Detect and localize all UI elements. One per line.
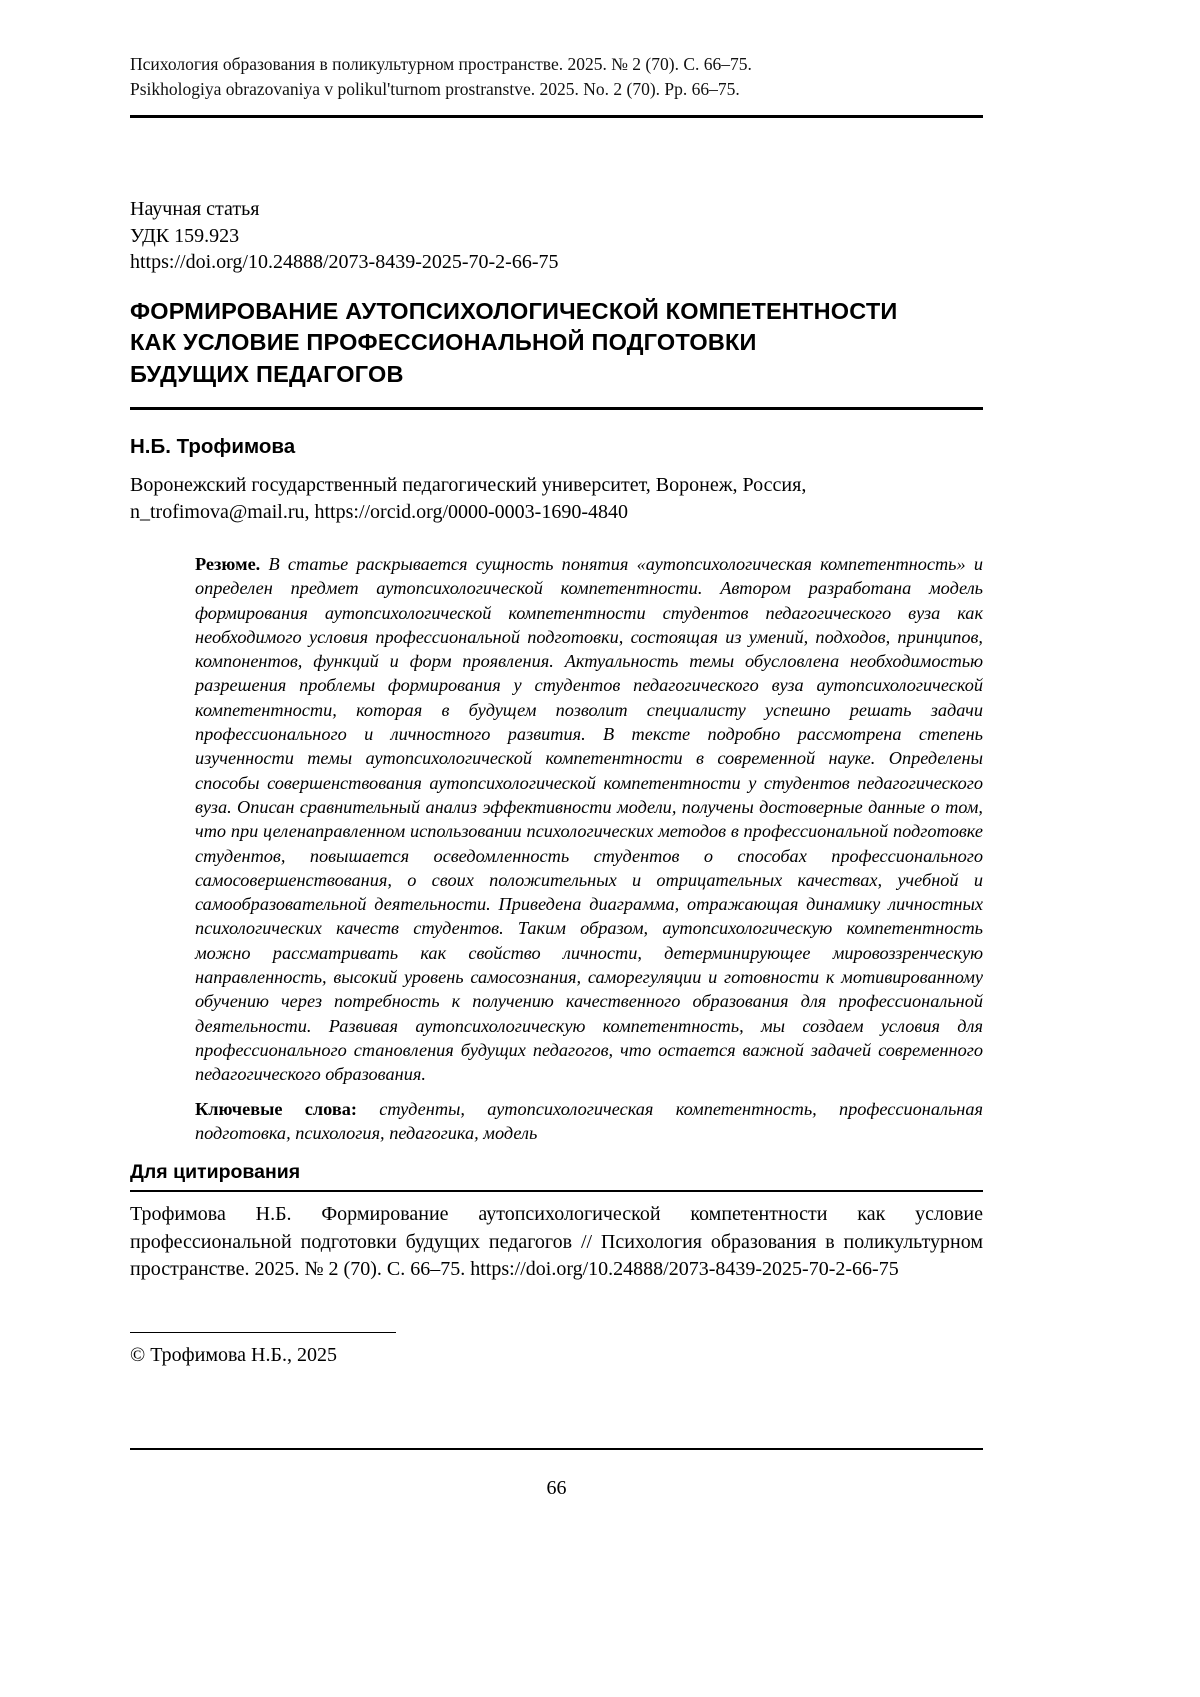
copyright-line: © Трофимова Н.Б., 2025 <box>130 1343 337 1366</box>
page-content <box>130 0 983 1368</box>
article-type: Научная статья <box>130 198 260 220</box>
article-title-line-3: БУДУЩИХ ПЕДАГОГОВ <box>130 360 404 387</box>
journal-header-russian: Психология образования в поликультурном пространстве. 2025. № 2 (70). С. 66–75. <box>130 54 752 74</box>
journal-header-transliterated: Psikhologiya obrazovaniya v polikul'turnom prostranstve. 2025. No. 2 (70). Pp. 66–75. <box>130 79 740 99</box>
keywords-text: студенты, аутопсихологическая компетентность, профессиональная подготовка, психология, педагогика, модель <box>195 1098 984 1143</box>
citation-text: Трофимова Н.Б. Формирование аутопсихологической компетентности как условие профессиональной подготовки будущих педагогов // Психология образования в поликультурном пространстве. 2025. № 2 (70). С. 66–75. https://doi.org/10.24888/2073-8439-2025-70-2-66-75 <box>130 1203 983 1281</box>
article-title <box>130 296 983 391</box>
header-divider <box>130 115 983 118</box>
keywords-label: Ключевые слова: <box>195 1098 357 1119</box>
doi-link: https://doi.org/10.24888/2073-8439-2025-70-2-66-75 <box>130 251 559 273</box>
title-divider <box>130 407 983 410</box>
footnote-divider <box>130 1332 396 1333</box>
article-title-line-2: КАК УСЛОВИЕ ПРОФЕССИОНАЛЬНОЙ ПОДГОТОВКИ <box>130 329 757 355</box>
journal-header <box>130 52 983 102</box>
page-number: 66 <box>546 1477 567 1499</box>
article-title-line-1: ФОРМИРОВАНИЕ АУТОПСИХОЛОГИЧЕСКОЙ КОМПЕТЕНТНОСТИ <box>130 297 898 324</box>
footnote <box>130 1332 983 1368</box>
abstract-label: Резюме. <box>195 554 261 574</box>
abstract-text: В статье раскрывается сущность понятия «аутопсихологическая компетентность» и определен предмет аутопсихологической компетентности. Автором разработана модель формирования аутопсихологической компетентности студентов педагогического вуза как необходимого условия профессиональной подготовки, состоящая из умений, подходов, принципов, компонентов, функций и форм проявления. Актуальность темы обусловлена необходимостью разрешения проблемы формирования у студентов педагогического вуза аутопсихологической компетентности, которая в будущем позволит специалисту успешно решать задачи профессионального и личностного развития. В тексте подробно рассмотрена степень изученности темы аутопсихологической компетентности в современной науке. Определены способы совершенствования аутопсихологической компетентности у студентов педагогического вуза. Описан сравнительный анализ эффективности модели, получены достоверные данные о том, что при целенаправленном использовании психологических методов в профессиональной подготовке студентов, повышается осведомленность студентов о способах профессионального самосовершенствования, о своих положительных и отрицательных качествах, учебной и самообразовательной деятельности. Приведена диаграмма, отражающая динамику личностных психологических качеств студентов. Таким образом, аутопсихологическую компетентность можно рассматривать как свойство личности, детерминирующее мировоззренческую направленность, высокий уровень самосознания, саморегуляции и готовности к мотивированному обучению через потребность к получению качественного образования для профессиональной деятельности. Развивая аутопсихологическую компетентность, мы создаем условия для профессионального становления будущих педагогов, что остается важной задачей современного педагогического образования. <box>195 554 983 1085</box>
author-name: Н.Б. Трофимова <box>130 435 296 458</box>
footer-divider <box>130 1448 983 1450</box>
article-meta <box>130 196 983 276</box>
author-affiliation: Воронежский государственный педагогический университет, Воронеж, Россия, n_trofimova@mail.ru, https://orcid.org/0000-0003-1690-4840 <box>130 474 807 523</box>
udc-code: УДК 159.923 <box>130 224 240 247</box>
keywords-paragraph <box>195 1097 983 1146</box>
abstract-paragraph <box>195 552 983 1087</box>
citation-heading: Для цитирования <box>130 1161 983 1192</box>
